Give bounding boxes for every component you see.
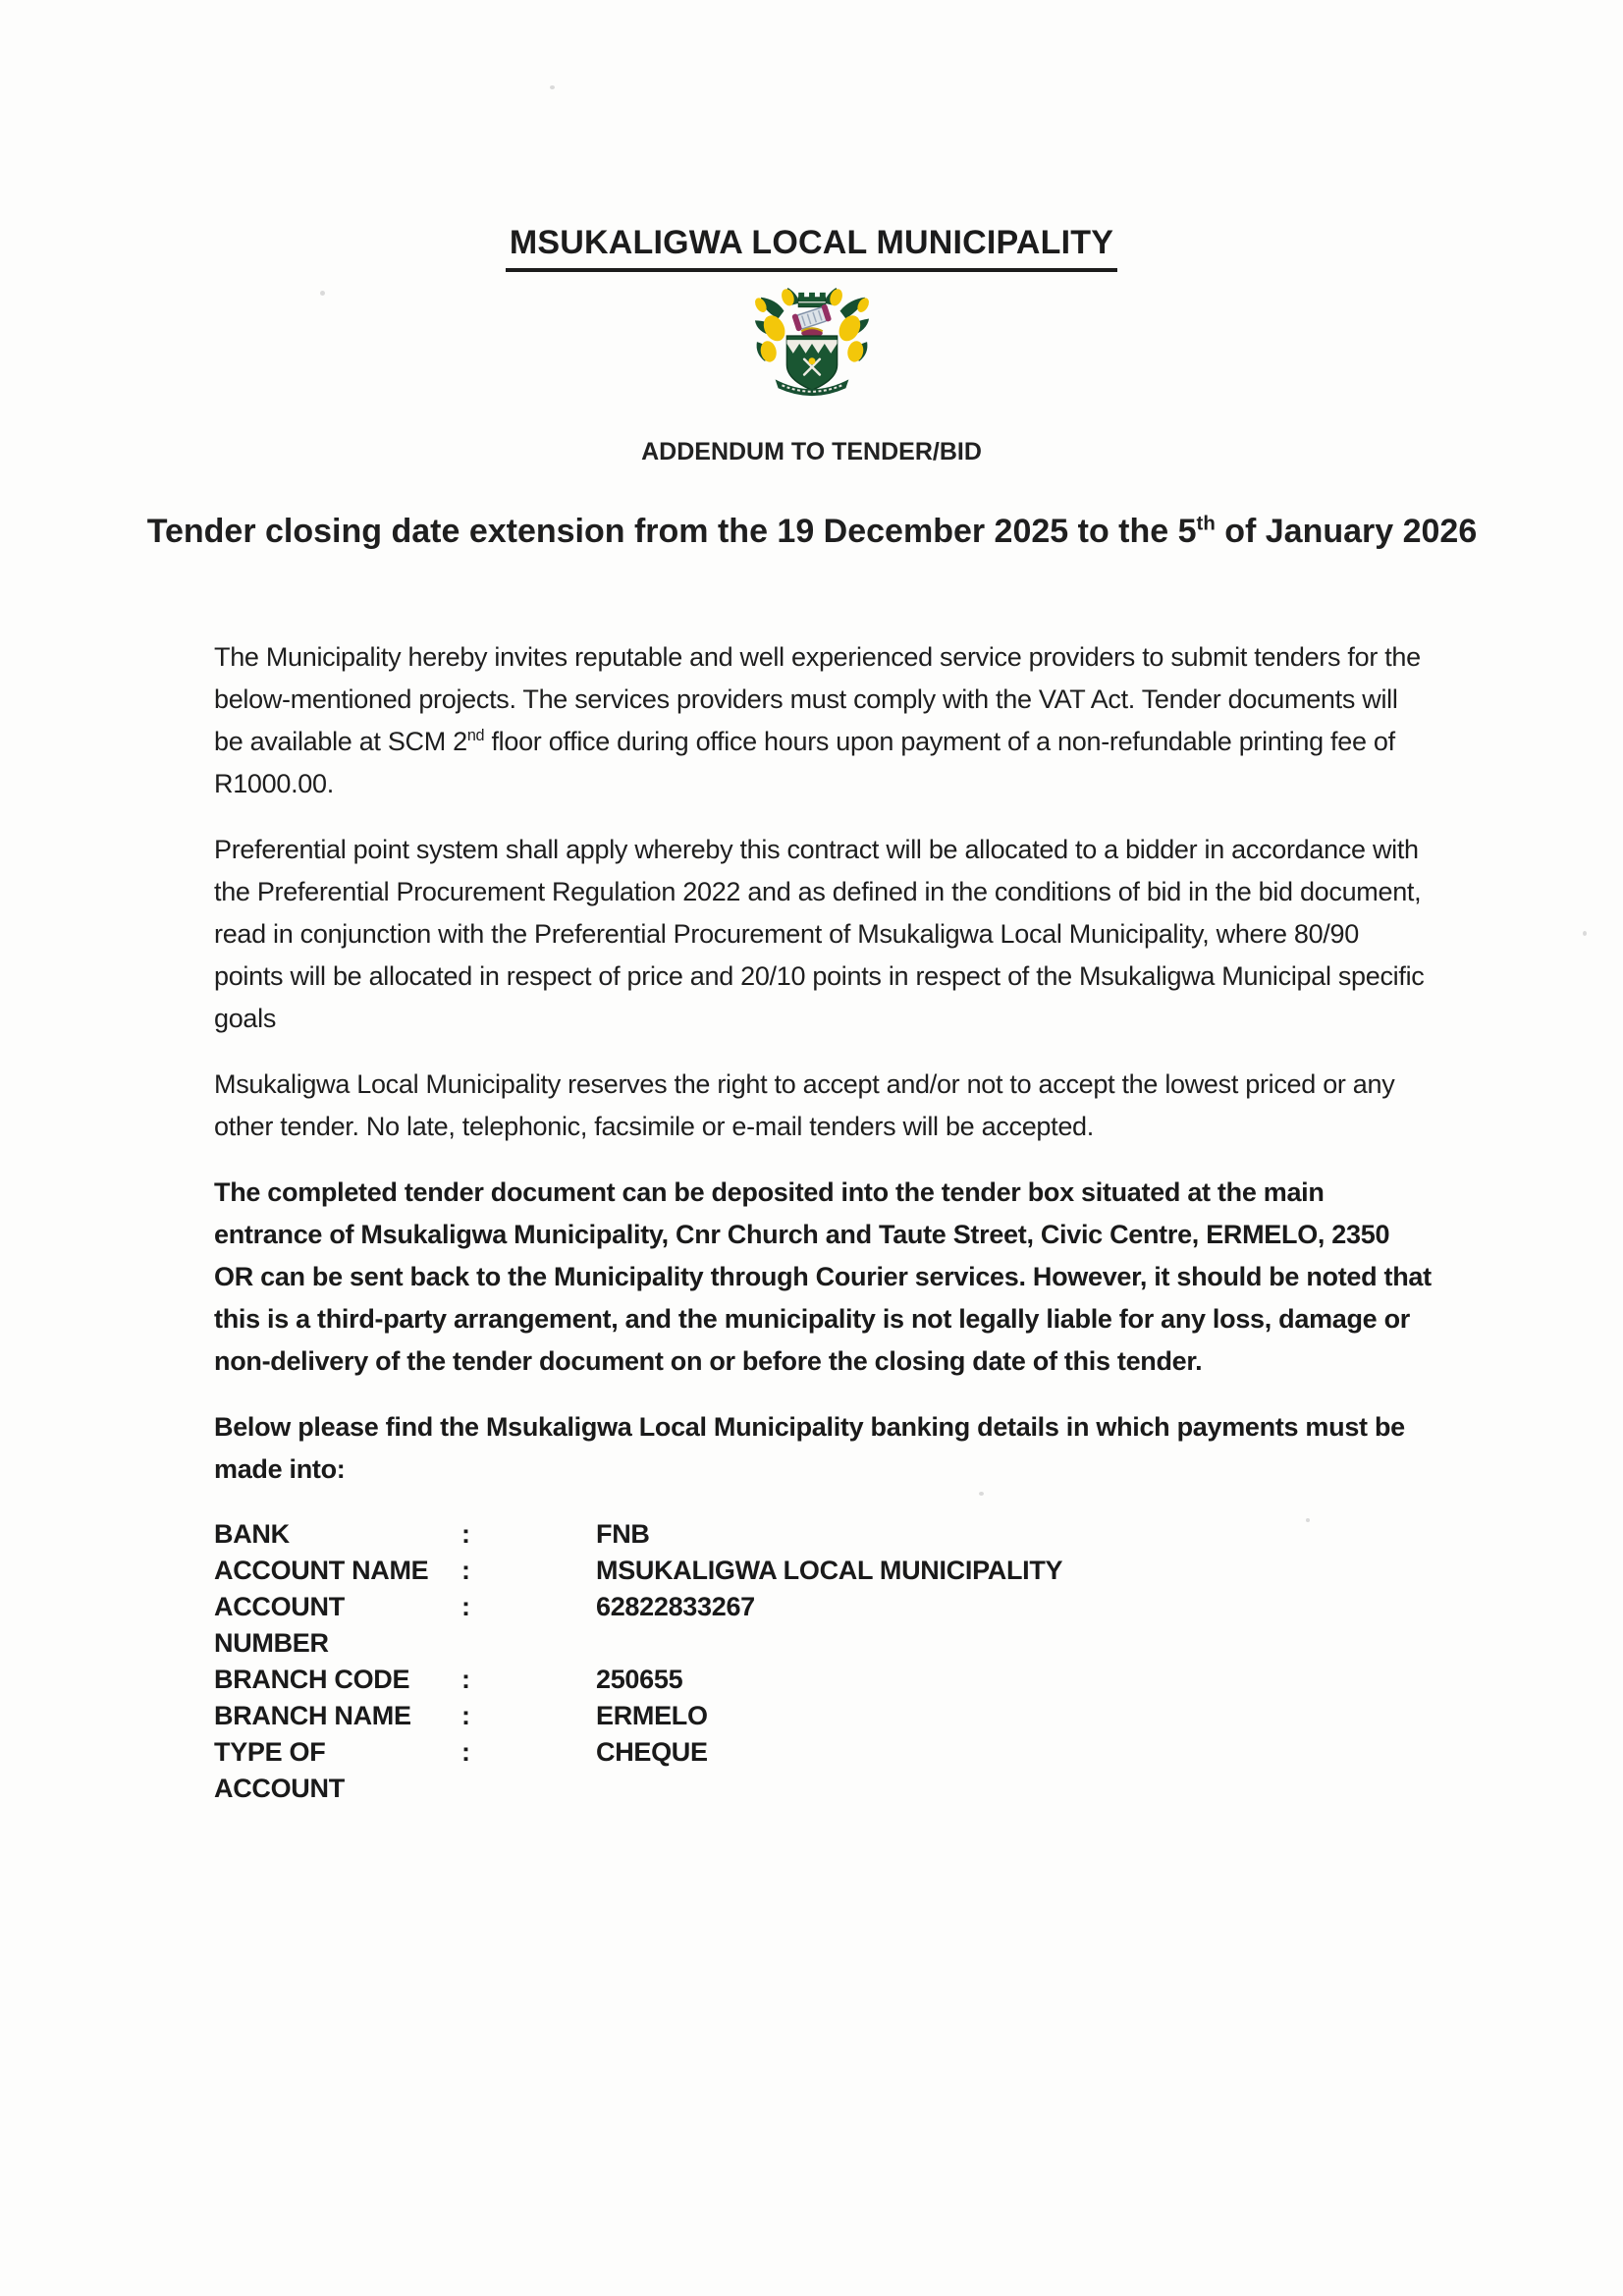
scan-speck	[550, 85, 555, 89]
paragraph-invitation	[214, 636, 1432, 805]
banking-row	[214, 1662, 1432, 1698]
heading-text-part2: of January 2026	[1215, 513, 1478, 550]
ordinal-superscript: th	[1196, 513, 1216, 535]
tender-extension-heading	[113, 509, 1511, 555]
banking-row	[214, 1734, 1432, 1807]
document-subtitle: ADDENDUM TO TENDER/BID	[641, 438, 982, 465]
document-body	[214, 636, 1432, 1807]
bank-value: 62822833267	[596, 1592, 755, 1621]
paragraph-acceptance-rights: Msukaligwa Local Municipality reserves the right to accept and/or not to accept the lowest priced or any other tender. No late, telephonic, facsimile or e-mail tenders will be accepted.	[214, 1069, 1395, 1141]
document-title: MSUKALIGWA LOCAL MUNICIPALITY	[506, 224, 1117, 272]
heading-text-part1: Tender closing date extension from the 19 December 2025 to the 5	[146, 513, 1197, 550]
bank-label: ACCOUNT NAME	[214, 1556, 429, 1585]
paragraph-text-part2: floor office during office hours upon payment of a non-refundable printing fee of R1000.00.	[214, 727, 1395, 798]
coat-of-arms-graphic	[749, 286, 875, 406]
paragraph-banking-intro: Below please find the Msukaligwa Local Municipality banking details in which payments must be made into:	[214, 1412, 1405, 1484]
scan-speck	[1583, 931, 1587, 936]
bank-label: ACCOUNT NUMBER	[214, 1592, 345, 1658]
banking-row	[214, 1698, 1432, 1734]
banking-details-table	[214, 1516, 1432, 1807]
bank-label: BANK	[214, 1519, 290, 1549]
bank-value: ERMELO	[596, 1701, 708, 1730]
scan-speck	[320, 291, 325, 296]
bank-label: BRANCH CODE	[214, 1665, 410, 1694]
bank-label: BRANCH NAME	[214, 1701, 411, 1730]
paragraph-tender-box: The completed tender document can be deposited into the tender box situated at the main entrance of Msukaligwa Municipality, Cnr Church and Taute Street, Civic Centre, ERMELO, 2350 OR can be sent back to the Municipality through Courier services. However, it should be noted that this is a third-party arrangement, and the municipality is not legally liable for any loss, damage or non-delivery of the tender document on or before the closing date of this tender.	[214, 1177, 1432, 1376]
municipality-coat-of-arms	[749, 286, 875, 406]
bank-value: MSUKALIGWA LOCAL MUNICIPALITY	[596, 1556, 1063, 1585]
bank-colon: :	[461, 1665, 470, 1694]
bank-label: TYPE OF ACCOUNT	[214, 1737, 345, 1803]
crest-shield	[786, 336, 837, 390]
banking-row	[214, 1553, 1432, 1589]
bank-value: CHEQUE	[596, 1737, 708, 1767]
banking-row	[214, 1589, 1432, 1662]
bank-colon: :	[461, 1701, 470, 1730]
bank-colon: :	[461, 1556, 470, 1585]
ordinal-superscript: nd	[466, 727, 485, 744]
bank-value: FNB	[596, 1519, 650, 1549]
banking-row	[214, 1516, 1432, 1553]
paragraph-preferential-points: Preferential point system shall apply whereby this contract will be allocated to a bidder in accordance with the Preferential Procurement Regulation 2022 and as defined in the conditions of bid in the bid document, read in conjunction with the Preferential Procurement of Msukaligwa Local Municipality, where 80/90 points will be allocated in respect of price and 20/10 points in respect of the Msukaligwa Municipal specific goals	[214, 835, 1425, 1033]
bank-colon: :	[461, 1592, 470, 1621]
paragraph-text-part1: The Municipality hereby invites reputable and well experienced service providers to submit tenders for the below-mentioned projects. The services providers must comply with the VAT Act. Tender documents will be available at SCM 2	[214, 642, 1421, 756]
bank-colon: :	[461, 1519, 470, 1549]
bank-value: 250655	[596, 1665, 683, 1694]
crest-crown	[798, 293, 826, 307]
bank-colon: :	[461, 1737, 470, 1767]
